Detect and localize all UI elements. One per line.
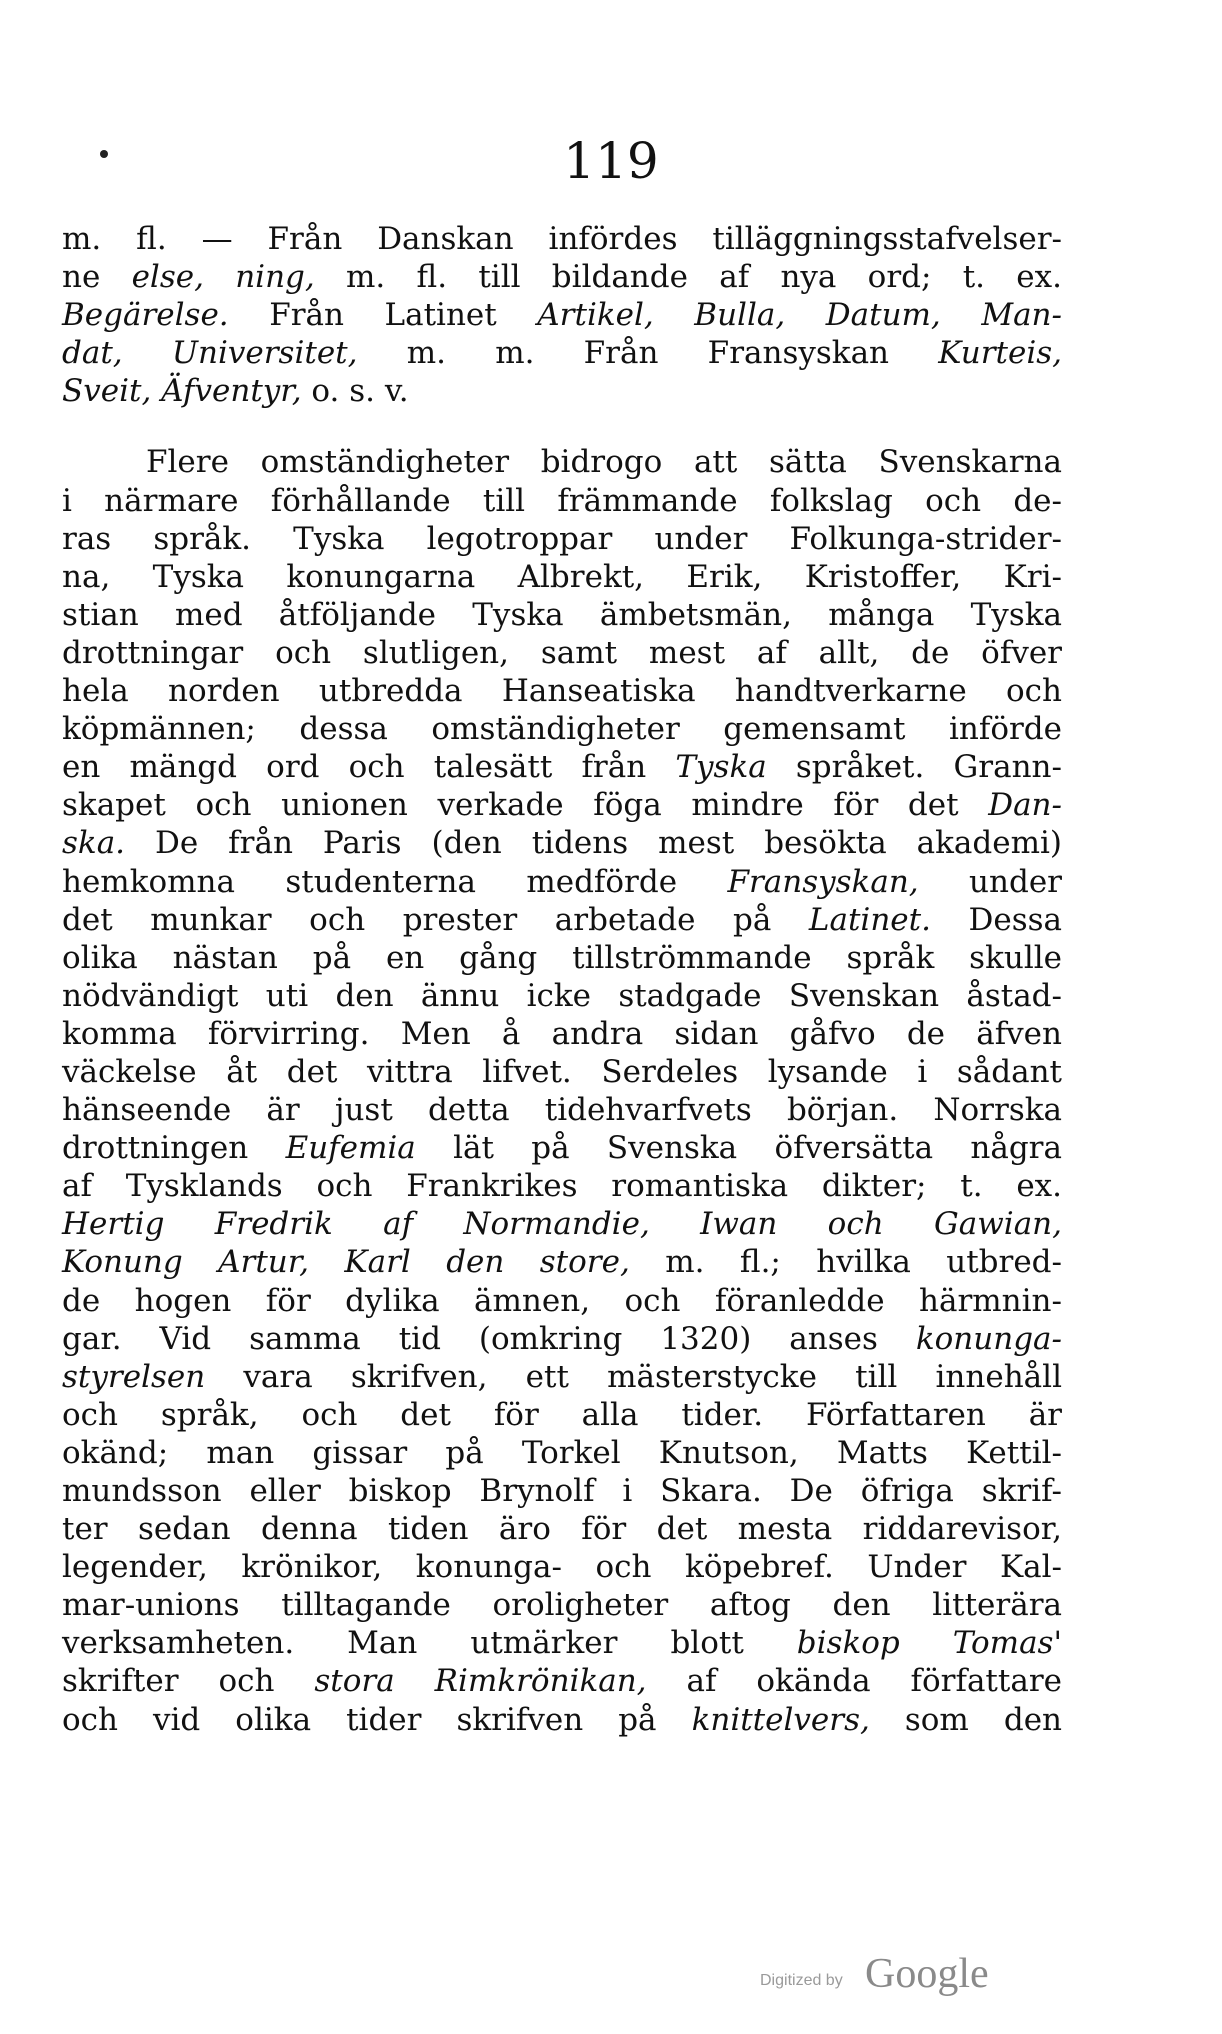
text-line [62, 1053, 1062, 1091]
text-line [62, 1243, 1062, 1281]
italic-text: biskop Tomas' [796, 1625, 1062, 1662]
text-run: m. fl.; hvilka utbred- [629, 1244, 1062, 1281]
watermark-prefix: Digitized by [760, 1972, 843, 1989]
italic-text: knittelvers, [691, 1701, 870, 1738]
text-run: ras språk. Tyska legotroppar under Folkunga-strider- [62, 520, 1062, 557]
text-run: hänseende är just detta tidehvarfvets början. Norrska [62, 1092, 1062, 1129]
italic-text: Kurteis, [938, 335, 1062, 372]
italic-text: Dan- [988, 787, 1062, 824]
text-run: mundsson eller biskop Brynolf i Skara. De öfriga skrif- [62, 1473, 1062, 1509]
italic-text: Artikel, Bulla, Datum, Man- [537, 297, 1062, 334]
text-line [62, 786, 1062, 824]
text-run: Flere omständigheter bidrogo att sätta Svenskarna [146, 444, 1062, 481]
text-run: vara skrifven, ett mästerstycke till innehåll [205, 1358, 1062, 1395]
text-run: och språk, och det för alla tider. Författaren är [62, 1396, 1062, 1433]
text-line [62, 443, 1062, 481]
text-run: Från Latinet [228, 297, 538, 334]
text-run: ne [62, 259, 132, 296]
text-run: lät på Svenska öfversätta några [415, 1130, 1062, 1167]
italic-text: Hertig Fredrik af Normandie, Iwan och Gawian, [62, 1206, 1062, 1243]
text-run: i närmare förhållande till främmande folkslag och de- [62, 482, 1062, 519]
italic-text: Begärelse. [62, 297, 229, 334]
text-line [62, 1586, 1062, 1624]
italic-text: styrelsen [62, 1358, 206, 1395]
italic-text: dat, Universitet, [62, 335, 358, 372]
text-run: stian med åtföljande Tyska ämbetsmän, många Tyska [62, 596, 1062, 633]
text-line [62, 258, 1062, 296]
italic-text: Fransyskan, [727, 863, 919, 900]
text-run: de hogen för dylika ämnen, och föranledde härmnin- [62, 1282, 1062, 1319]
italic-text: Konung Artur, Karl den store, [62, 1244, 630, 1281]
text-run: m. fl. — Från Danskan infördes tilläggningsstafvelser- [62, 221, 1062, 257]
text-run: verksamheten. Man utmärker blott [62, 1625, 797, 1662]
text-line [62, 220, 1062, 258]
text-run: under [918, 863, 1062, 900]
digitization-watermark [760, 1950, 1020, 2000]
text-run: drottningen [62, 1130, 286, 1167]
italic-text: Tyska [675, 749, 767, 786]
text-line [62, 558, 1062, 596]
text-line [62, 863, 1062, 901]
text-line [62, 1662, 1062, 1700]
text-run: och vid olika tider skrifven på [62, 1701, 692, 1738]
text-run: hela norden utbredda Hanseatiska handtverkarne och [62, 673, 1062, 710]
italic-text: stora Rimkrönikan, [314, 1663, 647, 1700]
text-run: drottningar och slutligen, samt mest af allt, de öfver [62, 634, 1062, 671]
text-run: nödvändigt uti den ännu icke stadgade Svenskan åstad- [62, 977, 1062, 1014]
text-line [62, 1091, 1062, 1129]
text-line [62, 634, 1062, 672]
text-line [62, 1472, 1062, 1510]
text-line [62, 1167, 1062, 1205]
text-run: m. fl. till bildande af nya ord; t. ex. [314, 259, 1062, 296]
text-run: ter sedan denna tiden äro för det mesta riddarevisor, [62, 1511, 1062, 1548]
text-line [62, 1129, 1062, 1167]
text-line [62, 1205, 1062, 1243]
italic-text: Sveit, Äfventyr, [62, 373, 302, 410]
text-run: na, Tyska konungarna Albrekt, Erik, Kristoffer, Kri- [62, 558, 1062, 595]
text-line [62, 1624, 1062, 1662]
text-line [62, 296, 1062, 334]
body-text [62, 220, 1062, 1739]
italic-text: else, ning, [131, 259, 315, 296]
text-line [62, 520, 1062, 558]
text-run: okänd; man gissar på Torkel Knutson, Matts Kettil- [62, 1434, 1062, 1471]
text-run: o. s. v. [301, 373, 409, 410]
text-line [62, 596, 1062, 634]
text-run: af okända författare [646, 1663, 1062, 1700]
text-run: hemkomna studenterna medförde [62, 863, 728, 900]
text-run: som den [869, 1701, 1062, 1738]
text-line [62, 1510, 1062, 1548]
text-run: väckelse åt det vittra lifvet. Serdeles lysande i sådant [62, 1053, 1062, 1090]
text-line [62, 1396, 1062, 1434]
text-line [62, 748, 1062, 786]
italic-text: konunga- [915, 1320, 1062, 1357]
text-line [62, 1548, 1062, 1586]
text-run: mar-unions tilltagande oroligheter aftog den litterära [62, 1587, 1062, 1624]
italic-text: Eufemia [285, 1130, 416, 1167]
text-line [62, 1701, 1062, 1739]
text-line [62, 1358, 1062, 1396]
text-line [62, 372, 1062, 410]
italic-text: ska. [62, 825, 126, 862]
text-run: af Tysklands och Frankrikes romantiska dikter; t. ex. [62, 1168, 1062, 1205]
italic-text: Latinet. [808, 901, 931, 938]
text-run: olika nästan på en gång tillströmmande språk skulle [62, 939, 1062, 976]
text-line [62, 482, 1062, 520]
text-run: en mängd ord och talesätt från [62, 749, 676, 786]
text-run: skrifter och [62, 1663, 315, 1700]
text-line [62, 977, 1062, 1015]
text-run: språket. Grann- [766, 749, 1062, 786]
text-run: legender, krönikor, konunga- och köpebref. Under Kal- [62, 1549, 1062, 1586]
text-line [62, 1015, 1062, 1053]
text-run: komma förvirring. Men å andra sidan gåfvo de äfven [62, 1015, 1062, 1052]
text-run: det munkar och prester arbetade på [62, 901, 809, 938]
text-line [62, 1434, 1062, 1472]
text-run: gar. Vid samma tid (omkring 1320) anses [62, 1320, 916, 1357]
text-line [62, 334, 1062, 372]
text-run: De från Paris (den tidens mest besökta akademi) [125, 825, 1062, 862]
text-line [62, 672, 1062, 710]
text-run: köpmännen; dessa omständigheter gemensamt införde [62, 711, 1062, 748]
text-line [62, 939, 1062, 977]
text-line [62, 901, 1062, 939]
text-run: Dessa [930, 901, 1062, 938]
page-number: 119 [563, 132, 659, 190]
text-run: skapet och unionen verkade föga mindre för det [62, 787, 989, 824]
text-line [62, 824, 1062, 862]
text-run: m. m. Från Fransyskan [357, 335, 939, 372]
text-line [62, 710, 1062, 748]
watermark-logo: Google [865, 1951, 989, 1997]
text-line [62, 1282, 1062, 1320]
text-line [62, 1320, 1062, 1358]
